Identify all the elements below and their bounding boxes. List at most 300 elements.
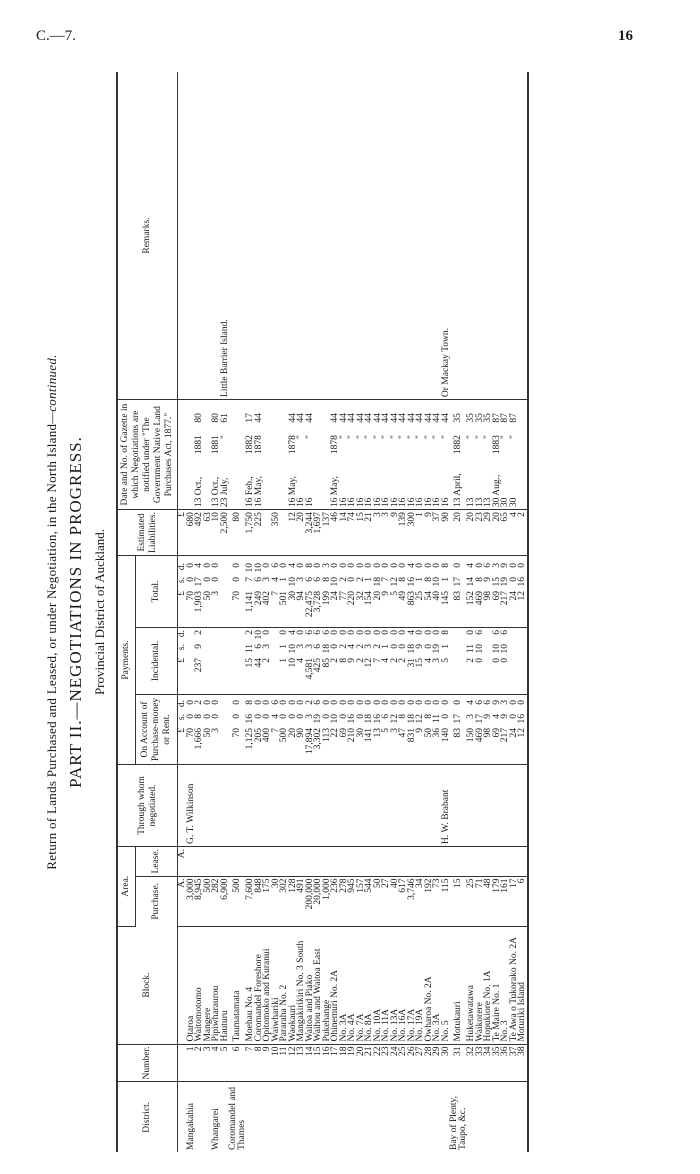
row-through bbox=[348, 764, 357, 846]
row-liabilities: 63 bbox=[204, 510, 213, 556]
row-block: No. 3 bbox=[501, 926, 510, 1044]
row-lease-area bbox=[272, 846, 281, 876]
row-purchase-area: 115 bbox=[442, 876, 451, 926]
row-total: 30104 bbox=[289, 555, 298, 627]
row-block: Opitomoko and Kuranui bbox=[263, 926, 272, 1044]
row-lease-area bbox=[493, 846, 502, 876]
row-lease-area bbox=[340, 846, 349, 876]
row-lease-area bbox=[246, 846, 255, 876]
row-district bbox=[399, 1082, 408, 1152]
row-block: Hauturu bbox=[221, 926, 230, 1044]
row-through bbox=[450, 764, 467, 846]
row-lease-area bbox=[348, 846, 357, 876]
row-total: 15410 bbox=[365, 555, 374, 627]
row-number: 11 bbox=[280, 1044, 289, 1082]
row-district bbox=[272, 1082, 281, 1152]
row-block: No. 17A bbox=[408, 926, 417, 1044]
row-incidental: 820 bbox=[340, 627, 349, 694]
row-district: Whangarei bbox=[211, 1108, 221, 1150]
row-incidental: 230 bbox=[263, 627, 272, 694]
row-gazette: 23 July,"61 bbox=[221, 400, 230, 510]
row-liabilities: 139 bbox=[399, 510, 408, 556]
row-block: No. 16A bbox=[399, 926, 408, 1044]
row-total: 22,47568 bbox=[306, 555, 315, 627]
row-purchase-area: 48 bbox=[484, 876, 493, 926]
row-total: 300 bbox=[212, 555, 221, 627]
row-purchase-area: 15 bbox=[450, 876, 467, 926]
row-district bbox=[280, 1082, 289, 1152]
row-on-account: 5000 bbox=[204, 694, 213, 764]
row-district bbox=[357, 1082, 366, 1152]
header-payments: Payments. bbox=[117, 555, 135, 764]
row-on-account: 2400 bbox=[510, 694, 519, 764]
row-block: No. 5 bbox=[442, 926, 451, 1044]
row-lease-area bbox=[416, 846, 425, 876]
row-district bbox=[374, 1082, 383, 1152]
row-block: Waokauri bbox=[289, 926, 298, 1044]
row-gazette: 16"44 bbox=[408, 400, 417, 510]
row-through bbox=[501, 764, 510, 846]
row-lease-area bbox=[450, 846, 467, 876]
row-district bbox=[467, 1082, 476, 1152]
row-block: No. 7A bbox=[357, 926, 366, 1044]
row-gazette: 16"44 bbox=[391, 400, 400, 510]
row-remarks bbox=[204, 72, 213, 400]
row-through bbox=[306, 764, 315, 846]
table-row bbox=[493, 72, 502, 1152]
row-liabilities: 680 bbox=[187, 510, 196, 556]
row-gazette: 16"44 bbox=[348, 400, 357, 510]
row-number: 35 bbox=[493, 1044, 502, 1082]
table-row bbox=[357, 72, 366, 1152]
row-through bbox=[323, 764, 332, 846]
row-incidental: 720 bbox=[374, 627, 383, 694]
row-block: Te Awa o Tukorako No. 2A bbox=[510, 926, 519, 1044]
row-district bbox=[501, 1082, 510, 1152]
row-on-account: 469176 bbox=[476, 694, 485, 764]
row-liabilities: 225 bbox=[255, 510, 264, 556]
row-incidental: 15112 bbox=[246, 627, 255, 694]
row-district bbox=[255, 1082, 264, 1152]
row-liabilities: 74 bbox=[348, 510, 357, 556]
row-purchase-area: 491 bbox=[297, 876, 306, 926]
row-gazette: 16 May,187844 bbox=[289, 400, 298, 510]
table-row bbox=[450, 72, 467, 1152]
row-total: 5480 bbox=[425, 555, 434, 627]
row-purchase-area: 200,000 bbox=[306, 876, 315, 926]
row-lease-area bbox=[476, 846, 485, 876]
row-remarks bbox=[306, 72, 315, 400]
row-total: 19983 bbox=[323, 555, 332, 627]
row-remarks bbox=[272, 72, 281, 400]
row-liabilities: 15 bbox=[357, 510, 366, 556]
row-incidental: 0106 bbox=[476, 627, 485, 694]
row-remarks bbox=[518, 72, 528, 400]
row-lease-area bbox=[255, 846, 264, 876]
row-lease-area bbox=[433, 846, 442, 876]
row-incidental bbox=[229, 627, 246, 694]
row-on-account: 3000 bbox=[357, 694, 366, 764]
row-on-account: 13160 bbox=[374, 694, 383, 764]
row-block: Pararaha No. 2 bbox=[280, 926, 289, 1044]
row-through bbox=[365, 764, 374, 846]
row-incidental: 518 bbox=[442, 627, 451, 694]
row-gazette: 16"44 bbox=[297, 400, 306, 510]
row-purchase-area: 544 bbox=[365, 876, 374, 926]
row-total: 14518 bbox=[442, 555, 451, 627]
row-through bbox=[221, 764, 230, 846]
header-district: District. bbox=[117, 1082, 178, 1152]
row-district bbox=[484, 1082, 493, 1152]
row-block: Waiwhariki bbox=[272, 926, 281, 1044]
row-liabilities: 80 bbox=[229, 510, 246, 556]
row-on-account: 9120 bbox=[416, 694, 425, 764]
row-purchase-area: 500 bbox=[204, 876, 213, 926]
row-total: 46980 bbox=[476, 555, 485, 627]
row-through bbox=[204, 764, 213, 846]
row-remarks bbox=[510, 72, 519, 400]
row-liabilities: 46 bbox=[331, 510, 340, 556]
row-incidental bbox=[212, 627, 221, 694]
row-purchase-area: 50 bbox=[374, 876, 383, 926]
unit-money-liab: £ bbox=[178, 510, 187, 556]
row-purchase-area: 236 bbox=[331, 876, 340, 926]
row-district bbox=[365, 1082, 374, 1152]
row-purchase-area: 945 bbox=[348, 876, 357, 926]
row-total: 50110 bbox=[280, 555, 289, 627]
row-on-account: 2000 bbox=[289, 694, 298, 764]
row-block: Waihou and Waitoa East bbox=[314, 926, 323, 1044]
row-number: 33 bbox=[476, 1044, 485, 1082]
row-lease-area bbox=[391, 846, 400, 876]
row-incidental: 0106 bbox=[501, 627, 510, 694]
row-total: 3,72860 bbox=[314, 555, 323, 627]
table-row bbox=[229, 72, 246, 1152]
row-purchase-area: 34 bbox=[416, 876, 425, 926]
row-incidental: 23792 bbox=[195, 627, 204, 694]
row-lease-area bbox=[280, 846, 289, 876]
units-row bbox=[178, 72, 187, 1152]
table-row bbox=[280, 72, 289, 1152]
row-lease-area bbox=[289, 846, 298, 876]
row-district bbox=[306, 1082, 315, 1152]
row-remarks bbox=[229, 72, 246, 400]
table-row bbox=[221, 72, 230, 1152]
negotiations-table bbox=[116, 72, 529, 1152]
row-purchase-area: 25 bbox=[467, 876, 476, 926]
row-remarks bbox=[280, 72, 289, 400]
row-gazette: 16"44 bbox=[306, 400, 315, 510]
row-district bbox=[510, 1082, 519, 1152]
row-block: No. 11A bbox=[382, 926, 391, 1044]
row-purchase-area: 6 bbox=[518, 876, 528, 926]
row-on-account: 11300 bbox=[323, 694, 332, 764]
row-purchase-area: 282 bbox=[212, 876, 221, 926]
table-body bbox=[178, 72, 528, 1152]
row-incidental bbox=[510, 627, 519, 694]
row-remarks bbox=[501, 72, 510, 400]
row-lease-area bbox=[501, 846, 510, 876]
row-liabilities: 2 bbox=[518, 510, 528, 556]
row-through bbox=[493, 764, 502, 846]
row-number: 25 bbox=[399, 1044, 408, 1082]
row-lease-area bbox=[221, 846, 230, 876]
unit-money-incidental: £s.d. bbox=[178, 627, 187, 694]
row-lease-area bbox=[195, 846, 204, 876]
row-on-account: 300 bbox=[212, 694, 221, 764]
table-row bbox=[467, 72, 476, 1152]
row-gazette: 30 Aug.,188387 bbox=[493, 400, 502, 510]
row-district bbox=[314, 1082, 323, 1152]
row-incidental: 410 bbox=[382, 627, 391, 694]
row-through bbox=[467, 764, 476, 846]
table-row bbox=[442, 72, 451, 1152]
row-through bbox=[425, 764, 434, 846]
row-purchase-area: 73 bbox=[433, 876, 442, 926]
row-district bbox=[518, 1082, 528, 1152]
row-gazette: 16"44 bbox=[399, 400, 408, 510]
row-through bbox=[255, 764, 264, 846]
row-incidental: 200 bbox=[331, 627, 340, 694]
row-liabilities: 3 bbox=[374, 510, 383, 556]
row-liabilities: 3,244 bbox=[306, 510, 315, 556]
row-number: 38 bbox=[518, 1044, 528, 1082]
row-purchase-area: 848 bbox=[255, 876, 264, 926]
row-block: Waitomotomo bbox=[195, 926, 204, 1044]
row-block: Mangere bbox=[204, 926, 213, 1044]
row-district bbox=[297, 1082, 306, 1152]
row-gazette bbox=[263, 400, 272, 510]
row-lease-area bbox=[212, 846, 221, 876]
row-remarks bbox=[476, 72, 485, 400]
row-on-account: 20500 bbox=[255, 694, 264, 764]
row-purchase-area: 20,000 bbox=[314, 876, 323, 926]
row-on-account: 9896 bbox=[484, 694, 493, 764]
header-incidental: Incidental. bbox=[135, 627, 177, 694]
row-on-account: 21793 bbox=[501, 694, 510, 764]
row-through bbox=[416, 764, 425, 846]
row-district bbox=[348, 1082, 357, 1152]
row-purchase-area: 128 bbox=[289, 876, 298, 926]
row-number: 10 bbox=[272, 1044, 281, 1082]
row-lease-area bbox=[382, 846, 391, 876]
row-number: 21 bbox=[365, 1044, 374, 1082]
row-total: 863164 bbox=[408, 555, 417, 627]
row-lease-area bbox=[331, 846, 340, 876]
row-through: H. W. Brabant bbox=[442, 764, 451, 846]
row-lease-area bbox=[408, 846, 417, 876]
row-on-account: 6900 bbox=[340, 694, 349, 764]
row-number: 20 bbox=[357, 1044, 366, 1082]
row-purchase-area: 617 bbox=[399, 876, 408, 926]
row-remarks bbox=[340, 72, 349, 400]
row-number: 22 bbox=[374, 1044, 383, 1082]
row-through bbox=[297, 764, 306, 846]
row-total bbox=[221, 555, 230, 627]
row-incidental: 400 bbox=[425, 627, 434, 694]
continued-label: —continued. bbox=[44, 354, 59, 424]
row-remarks: Or Mackay Town. bbox=[442, 72, 451, 400]
row-number: 15 bbox=[314, 1044, 323, 1082]
row-remarks bbox=[331, 72, 340, 400]
row-number: 18 bbox=[340, 1044, 349, 1082]
row-number: 24 bbox=[391, 1044, 400, 1082]
row-lease-area bbox=[442, 846, 451, 876]
row-gazette bbox=[229, 400, 246, 510]
row-remarks bbox=[425, 72, 434, 400]
row-district bbox=[289, 1082, 298, 1152]
row-through bbox=[484, 764, 493, 846]
row-remarks bbox=[484, 72, 493, 400]
row-lease-area bbox=[187, 846, 196, 876]
row-liabilities: 23 bbox=[476, 510, 485, 556]
row-total: 69153 bbox=[493, 555, 502, 627]
row-through bbox=[263, 764, 272, 846]
row-remarks bbox=[408, 72, 417, 400]
row-number: 23 bbox=[382, 1044, 391, 1082]
row-liabilities: 1,750 bbox=[246, 510, 255, 556]
row-liabilities: 1,697 bbox=[314, 510, 323, 556]
district-title: Provincial District of Auckland. bbox=[92, 528, 107, 696]
row-purchase-area: 278 bbox=[340, 876, 349, 926]
row-on-account: 3,302196 bbox=[314, 694, 323, 764]
row-remarks bbox=[467, 72, 476, 400]
row-liabilities: 37 bbox=[433, 510, 442, 556]
row-remarks bbox=[450, 72, 467, 400]
row-incidental: 110 bbox=[280, 627, 289, 694]
row-lease-area bbox=[263, 846, 272, 876]
row-lease-area bbox=[510, 846, 519, 876]
row-total: 22000 bbox=[348, 555, 357, 627]
table-row bbox=[408, 72, 417, 1152]
return-title-text: Return of Lands Purchased and Leased, or under Negotiation, in the North Island bbox=[44, 423, 59, 870]
row-remarks bbox=[289, 72, 298, 400]
row-lease-area bbox=[365, 846, 374, 876]
row-through bbox=[272, 764, 281, 846]
row-district bbox=[476, 1082, 485, 1152]
row-through: G. T. Wilkinson bbox=[187, 764, 196, 846]
unit-acres-lease: A. bbox=[178, 846, 187, 876]
row-on-account: 560 bbox=[382, 694, 391, 764]
row-block: No. 13A bbox=[391, 926, 400, 1044]
row-lease-area bbox=[357, 846, 366, 876]
row-block: Motukauri bbox=[450, 926, 467, 1044]
return-title bbox=[44, 72, 60, 1152]
row-remarks bbox=[297, 72, 306, 400]
row-number: 12 bbox=[289, 1044, 298, 1082]
row-on-account: 210160 bbox=[348, 694, 357, 764]
header-block: Block. bbox=[117, 926, 178, 1044]
row-purchase-area: 8,945 bbox=[195, 876, 204, 926]
row-district bbox=[493, 1082, 502, 1152]
table-row bbox=[425, 72, 434, 1152]
table-row bbox=[374, 72, 383, 1152]
row-purchase-area: 71 bbox=[476, 876, 485, 926]
row-gazette bbox=[314, 400, 323, 510]
row-liabilities: 20 bbox=[297, 510, 306, 556]
row-remarks bbox=[255, 72, 264, 400]
row-on-account: 141180 bbox=[365, 694, 374, 764]
row-incidental: 4,58136 bbox=[306, 627, 315, 694]
row-district: Bay of Plenty, Taupo, &c. bbox=[449, 1095, 468, 1150]
row-number: 9 bbox=[263, 1044, 272, 1082]
table-row bbox=[331, 72, 340, 1152]
row-remarks: Little Barrier Island. bbox=[221, 72, 230, 400]
row-liabilities: 9 bbox=[425, 510, 434, 556]
row-total: 40100 bbox=[433, 555, 442, 627]
row-gazette: 13"35 bbox=[484, 400, 493, 510]
row-total: 20180 bbox=[374, 555, 383, 627]
row-number: 14 bbox=[306, 1044, 315, 1082]
row-liabilities: 300 bbox=[408, 510, 417, 556]
table-row bbox=[433, 72, 442, 1152]
row-district bbox=[408, 1082, 417, 1152]
row-on-account: 1,125168 bbox=[246, 694, 255, 764]
row-gazette bbox=[518, 400, 528, 510]
table-row bbox=[382, 72, 391, 1152]
row-on-account: 7000 bbox=[187, 694, 196, 764]
row-through bbox=[246, 764, 255, 846]
header-remarks: Remarks. bbox=[117, 72, 178, 400]
header-number: Number. bbox=[117, 1044, 178, 1082]
row-block: No. 3A bbox=[340, 926, 349, 1044]
header-through: Through whom negotiated. bbox=[117, 764, 178, 846]
row-liabilities: 29 bbox=[484, 510, 493, 556]
row-gazette: 16"44 bbox=[382, 400, 391, 510]
row-block: No. 10A bbox=[374, 926, 383, 1044]
row-block: Hopukiore No. 1A bbox=[484, 926, 493, 1044]
row-incidental: 430 bbox=[297, 627, 306, 694]
row-lease-area bbox=[204, 846, 213, 876]
row-district bbox=[323, 1082, 332, 1152]
row-district bbox=[246, 1082, 255, 1152]
row-block: Coromandel Foreshore bbox=[255, 926, 264, 1044]
row-number: 5 bbox=[221, 1044, 230, 1082]
row-incidental: 10104 bbox=[289, 627, 298, 694]
row-total: 7000 bbox=[229, 555, 246, 627]
row-through bbox=[391, 764, 400, 846]
row-liabilities: 10 bbox=[212, 510, 221, 556]
row-through bbox=[212, 764, 221, 846]
row-district: Mangakahia bbox=[185, 1103, 196, 1150]
row-district bbox=[425, 1082, 434, 1152]
row-remarks bbox=[365, 72, 374, 400]
row-lease-area bbox=[323, 846, 332, 876]
row-total: 2510 bbox=[416, 555, 425, 627]
row-block: Moturiki Island bbox=[518, 926, 528, 1044]
row-purchase-area: 7,600 bbox=[246, 876, 255, 926]
row-number: 31 bbox=[450, 1044, 467, 1082]
row-number: 19 bbox=[348, 1044, 357, 1082]
row-purchase-area: 192 bbox=[425, 876, 434, 926]
table-row bbox=[399, 72, 408, 1152]
row-incidental: 0106 bbox=[493, 627, 502, 694]
row-on-account: 17,89432 bbox=[306, 694, 315, 764]
row-incidental: 940 bbox=[348, 627, 357, 694]
row-purchase-area: 302 bbox=[280, 876, 289, 926]
row-block: Pukehange bbox=[323, 926, 332, 1044]
row-total: 249610 bbox=[255, 555, 264, 627]
header-purchase: Purchase. bbox=[135, 876, 177, 926]
row-block: Otaroa bbox=[187, 926, 196, 1044]
row-liabilities: 137 bbox=[323, 510, 332, 556]
row-on-account bbox=[221, 694, 230, 764]
row-purchase-area: 30 bbox=[272, 876, 281, 926]
table-row bbox=[195, 72, 204, 1152]
row-number: 30 bbox=[442, 1044, 451, 1082]
row-incidental bbox=[518, 627, 528, 694]
row-purchase-area: 161 bbox=[501, 876, 510, 926]
